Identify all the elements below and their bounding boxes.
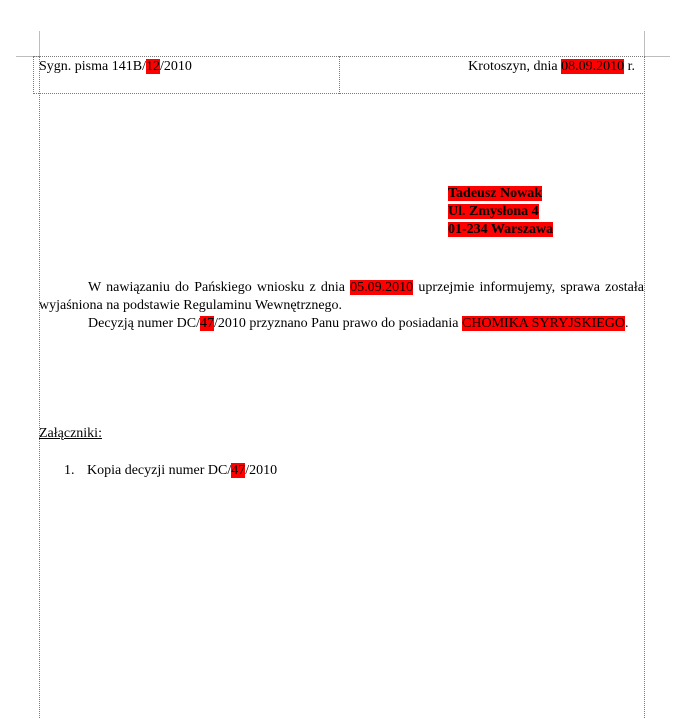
- crop-mark-top-left-vertical: [39, 31, 40, 56]
- reference-number: Sygn. pisma 141B/12/2010: [39, 59, 192, 74]
- letter-body: [39, 279, 644, 333]
- request-date-highlight: 05.09.2010: [350, 280, 414, 295]
- list-number: 1.: [64, 463, 75, 478]
- paragraph-1: W nawiązaniu do Pańskiego wniosku z dnia 05.09.2010 uprzejmie informujemy, sprawa została wyjaśniona na podstawie Regulaminu Wewnętrznego.: [39, 280, 644, 313]
- left-margin-guide: [39, 56, 40, 718]
- place-and-date: Krotoszyn, dnia 08.09.2010 r.: [468, 59, 635, 74]
- crop-mark-top-right-vertical: [644, 31, 645, 56]
- attachment-number-highlight: 47: [231, 463, 246, 478]
- recipient-address: [448, 185, 553, 239]
- header-table: [33, 56, 641, 94]
- list-item: 1. Kopia decyzji numer DC/47/2010: [64, 463, 278, 478]
- recipient-street: Ul. Zmysłona 4: [448, 204, 539, 219]
- right-margin-guide: [644, 56, 645, 718]
- reference-highlight: 12: [145, 59, 160, 74]
- recipient-name: Tadeusz Nowak: [448, 186, 543, 201]
- decision-number-highlight: 47: [199, 316, 214, 331]
- date-highlight: 08.09.2010: [561, 59, 625, 74]
- recipient-city: 01-234 Warszawa: [448, 222, 554, 237]
- attachments-heading: Załączniki:: [39, 426, 102, 441]
- granted-item-highlight: CHOMIKA SYRYJSKIEGO: [462, 316, 625, 331]
- crop-mark-top-right-horizontal: [644, 56, 670, 57]
- paragraph-2: Decyzją numer DC/47/2010 przyznano Panu prawo do posiadania CHOMIKA SYRYJSKIEGO.: [88, 316, 629, 331]
